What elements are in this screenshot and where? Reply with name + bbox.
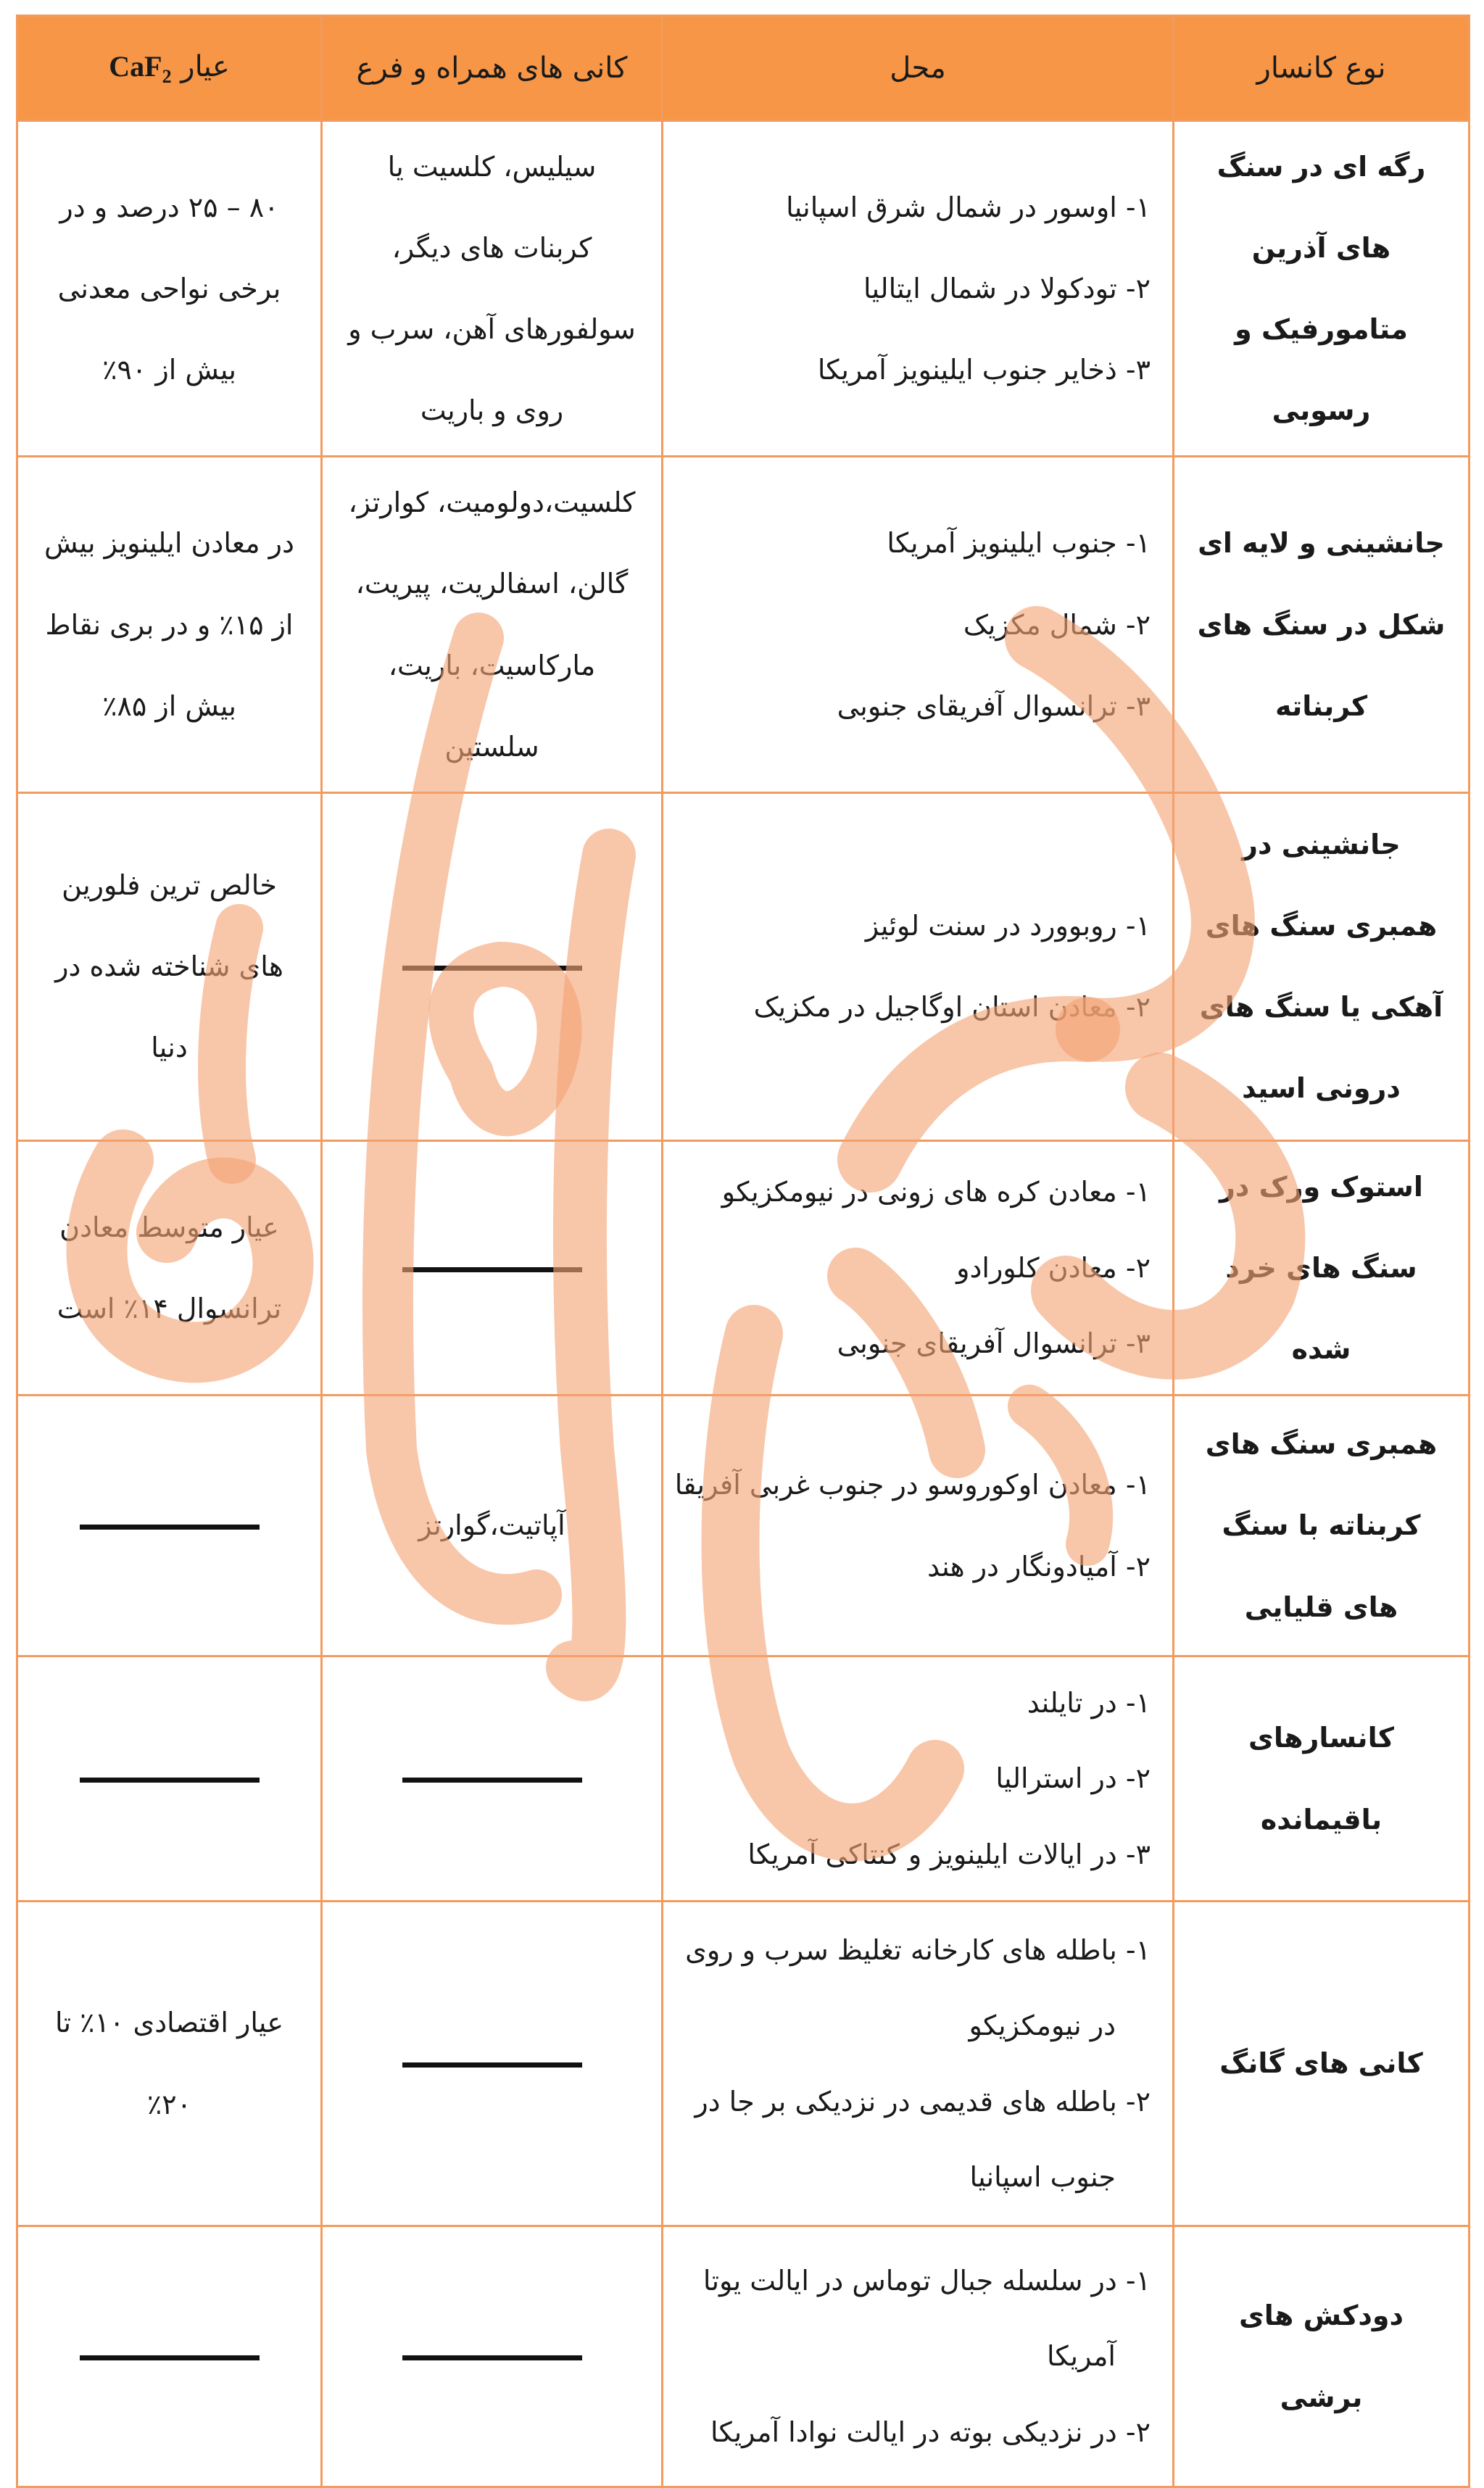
deposit-type-cell: جانشینی در همبری سنگ های آهکی یا سنگ های درونی اسید [1174,792,1470,1140]
location-line: ۱- اوسور در شمال شرق اسپانیا [786,191,1151,224]
minerals-cell [322,792,663,1140]
table-row [17,1140,1470,1395]
fluorite-deposits-table [16,14,1470,2488]
header-grade [17,16,322,121]
empty-value-dash [80,1778,260,1783]
empty-value-dash [402,1267,582,1272]
location-line: ۱- روبوورد در سنت لوئیز [865,910,1151,942]
table-row [17,2226,1470,2487]
location-line: ۱- معادن کره های زونی در نیومکزیکو [721,1176,1151,1208]
header-grade-word: عیار [181,49,230,83]
location-cell [663,792,1174,1140]
deposit-type-cell: دودکش های برشی [1174,2226,1470,2487]
empty-value-dash [80,1525,260,1530]
location-line: ۲- معادن استان اوگاجیل در مکزیک [753,991,1151,1024]
table-row [17,121,1470,457]
location-line: ۱- معادن اوکوروسو در جنوب غربی آفریقا [674,1469,1151,1501]
grade-cell: عیار متوسط معادن ترانسوال ۱۴٪ است [17,1140,322,1395]
location-line: آمریکا [1046,2340,1116,2373]
minerals-cell: سیلیس، کلسیت یا کربنات های دیگر، سولفورهای آهن، سرب و روی و باریت [322,121,663,457]
location-line: در نیومکزیکو [969,2010,1116,2042]
empty-value-dash [402,966,582,971]
table-row [17,1656,1470,1902]
minerals-cell [322,1656,663,1902]
location-line: ۲- در استرالیا [995,1762,1151,1795]
header-location: محل [663,16,1174,121]
location-line: ۱- باطله های کارخانه تغلیظ سرب و روی [685,1933,1151,1966]
location-line: ۱- جنوب ایلینویز آمریکا [887,527,1151,560]
grade-cell [17,1656,322,1902]
location-line: ۳- ترانسوال آفریقای جنوبی [837,689,1151,722]
location-line: ۲- باطله های قدیمی در نزدیکی بر جا در [695,2085,1151,2118]
location-line: ۲- تودکولا در شمال ایتالیا [863,273,1151,305]
minerals-cell [322,1140,663,1395]
grade-cell: ۸۰ – ۲۵ درصد و در برخی نواحی معدنی بیش از ۹۰٪ [17,121,322,457]
location-line: ۲- در نزدیکی بوته در ایالت نوادا آمریکا [710,2416,1151,2448]
header-row [17,16,1470,121]
header-grade-formula: CaF$_2$ [109,49,172,87]
minerals-cell [322,1902,663,2226]
table-row [17,1902,1470,2226]
deposit-type-cell: استوک ورک در سنگ های خرد شده [1174,1140,1470,1395]
table-row [17,792,1470,1140]
location-cell [663,1656,1174,1902]
empty-value-dash [402,2062,582,2068]
location-line: ۲- معادن کلورادو [956,1251,1151,1284]
location-line: ۱- در تایلند [1027,1686,1151,1719]
location-cell [663,1396,1174,1656]
location-cell [663,1140,1174,1395]
empty-value-dash [402,2355,582,2360]
location-line: ۳- در ایالات ایلینویز و کنتاکی آمریکا [747,1838,1151,1870]
location-line: ۲- آمیادونگار در هند [927,1550,1151,1583]
minerals-cell [322,2226,663,2487]
location-line: جنوب اسپانیا [969,2161,1116,2194]
grade-cell [17,2226,322,2487]
location-line: ۱- در سلسله جبال توماس در ایالت یوتا [702,2264,1151,2297]
header-associated-minerals: کانی های همراه و فرع [322,16,663,121]
deposit-type-cell: کانسارهای باقیمانده [1174,1656,1470,1902]
table-row [17,457,1470,792]
location-cell [663,1902,1174,2226]
grade-cell: در معادن ایلینویز بیش از ۱۵٪ و در بری نقاط بیش از ۸۵٪ [17,457,322,792]
deposit-type-cell: جانشینی و لایه ای شکل در سنگ های کربناته [1174,457,1470,792]
minerals-cell: آپاتیت،گوارتز [322,1396,663,1656]
grade-cell: عیار اقتصادی ۱۰٪ تا ۲۰٪ [17,1902,322,2226]
header-deposit-type: نوع کانسار [1174,16,1470,121]
minerals-cell: کلسیت،دولومیت، کوارتز، گالن، اسفالریت، پیریت، مارکاسیت، باریت، سلستین [322,457,663,792]
deposit-type-cell: کانی های گانگ [1174,1902,1470,2226]
empty-value-dash [402,1778,582,1783]
empty-value-dash [80,2355,260,2360]
location-cell [663,457,1174,792]
location-line: ۳- ترانسوال آفریقای جنوبی [837,1327,1151,1360]
location-line: ۳- ذخایر جنوب ایلینویز آمریکا [817,354,1151,386]
location-cell [663,121,1174,457]
location-cell [663,2226,1174,2487]
grade-cell: خالص ترین فلورین های شناخته شده در دنیا [17,792,322,1140]
deposit-type-cell: رگه ای در سنگ های آذرین متامورفیک و رسوبی [1174,121,1470,457]
deposit-type-cell: همبری سنگ های کربناته با سنگ های قلیایی [1174,1396,1470,1656]
grade-cell [17,1396,322,1656]
location-line: ۲- شمال مکزیک [963,608,1151,641]
table-row [17,1396,1470,1656]
